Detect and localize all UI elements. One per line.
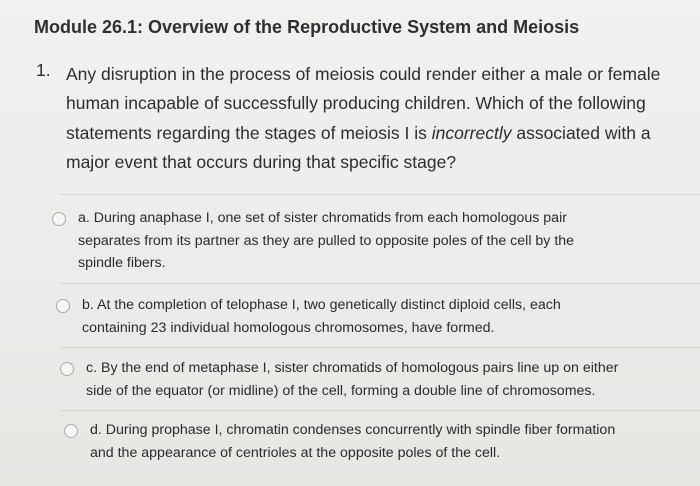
- option-line: d. During prophase I, chromatin condenses concurrently with spindle fiber formation: [90, 422, 616, 438]
- divider: [60, 347, 700, 348]
- answer-option-d-text: [90, 419, 615, 464]
- question-line-tail: associated with a: [511, 122, 651, 143]
- question-number: 1.: [36, 60, 51, 80]
- question-line: major event that occurs during that specific stage?: [66, 151, 457, 172]
- radio-button-a[interactable]: [52, 212, 66, 226]
- answer-option-a-text: [78, 207, 574, 275]
- divider: [60, 283, 700, 284]
- option-line: b. At the completion of telophase I, two genetically distinct diploid cells, each: [82, 297, 561, 313]
- question-line: human incapable of successfully producing children. Which of the following: [66, 93, 646, 114]
- question-line-head: statements regarding the stages of meiosis I is: [66, 122, 432, 143]
- option-line: and the appearance of centrioles at the opposite poles of the cell.: [90, 444, 501, 461]
- answer-option-b-text: [82, 294, 561, 339]
- radio-button-d[interactable]: [64, 424, 78, 438]
- option-line: separates from its partner as they are pulled to opposite poles of the cell by the: [78, 232, 575, 249]
- radio-button-c[interactable]: [60, 362, 74, 376]
- answer-option-c-text: [86, 357, 618, 402]
- divider: [60, 194, 700, 195]
- radio-button-b[interactable]: [56, 299, 70, 313]
- option-line: spindle fibers.: [78, 255, 166, 271]
- question-line: Any disruption in the process of meiosis could render either a male or female: [66, 64, 661, 84]
- module-title: Module 26.1: Overview of the Reproductive System and Meiosis: [34, 17, 580, 37]
- divider: [60, 410, 700, 411]
- question-line: [66, 119, 696, 148]
- option-line: containing 23 individual homologous chromosomes, have formed.: [82, 319, 495, 336]
- option-line: a. During anaphase I, one set of sister chromatids from each homologous pair: [78, 210, 567, 226]
- question-text: [66, 60, 696, 177]
- question-emphasis: incorrectly: [431, 122, 512, 143]
- option-line: c. By the end of metaphase I, sister chromatids of homologous pairs line up on either: [86, 360, 619, 376]
- option-line: side of the equator (or midline) of the cell, forming a double line of chromosomes.: [86, 382, 596, 399]
